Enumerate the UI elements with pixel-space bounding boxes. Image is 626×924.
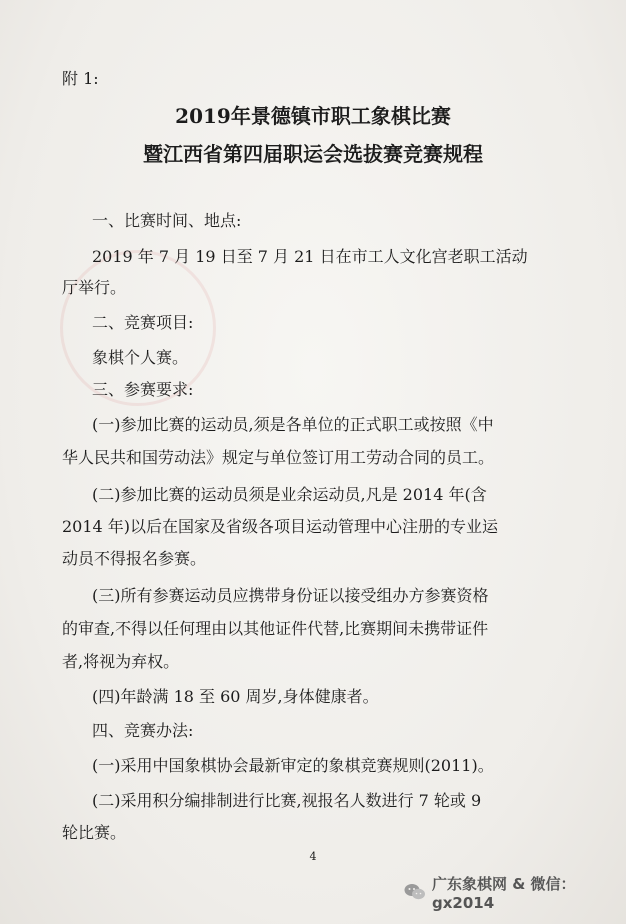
section3-item3-line2: 的审查,不得以任何理由以其他证件代替,比赛期间未携带证件 [62, 619, 489, 638]
watermark-text: 广东象棋网 & 微信：gx2014 [432, 874, 576, 912]
section3-item2-line1: (二)参加比赛的运动员须是业余运动员,凡是 2014 年(含 [92, 485, 487, 504]
section1-heading: 一、比赛时间、地点: [92, 211, 242, 230]
document-title-line1: 2019年景德镇市职工象棋比赛 [175, 104, 451, 128]
section3-item2-line2: 2014 年)以后在国家及省级各项目运动管理中心注册的专业运 [62, 517, 499, 536]
page-number: 4 [309, 850, 317, 863]
section3-item3-line1: (三)所有参赛运动员应携带身份证以接受组办方参赛资格 [92, 586, 489, 605]
document-title-line2: 暨江西省第四届职运会选拔赛竞赛规程 [143, 142, 483, 166]
section3-item2-line3: 动员不得报名参赛。 [62, 549, 207, 568]
section3-item1-line2: 华人民共和国劳动法》规定与单位签订用工劳动合同的员工。 [62, 448, 495, 467]
section3-heading: 三、参赛要求: [92, 380, 194, 399]
section1-text-line1: 2019 年 7 月 19 日至 7 月 21 日在市工人文化宫老职工活动 [92, 247, 528, 266]
watermark [404, 874, 626, 912]
section4-heading: 四、竞赛办法: [92, 721, 194, 740]
section3-item3-line3: 者,将视为弃权。 [62, 652, 180, 671]
section4-item2-line1: (二)采用积分编排制进行比赛,视报名人数进行 7 轮或 9 [92, 791, 482, 810]
section4-item2-line2: 轮比赛。 [62, 823, 127, 842]
attachment-label: 附 1: [62, 69, 99, 88]
section3-item1-line1: (一)参加比赛的运动员,须是各单位的正式职工或按照《中 [92, 415, 494, 434]
section1-text-line2: 厅举行。 [62, 278, 127, 297]
wechat-icon [404, 883, 426, 901]
section4-item1-line1: (一)采用中国象棋协会最新审定的象棋竞赛规则(2011)。 [92, 756, 494, 775]
section2-text: 象棋个人赛。 [92, 348, 189, 367]
section3-item4-line1: (四)年龄满 18 至 60 周岁,身体健康者。 [92, 687, 379, 706]
section2-heading: 二、竞赛项目: [92, 313, 194, 332]
